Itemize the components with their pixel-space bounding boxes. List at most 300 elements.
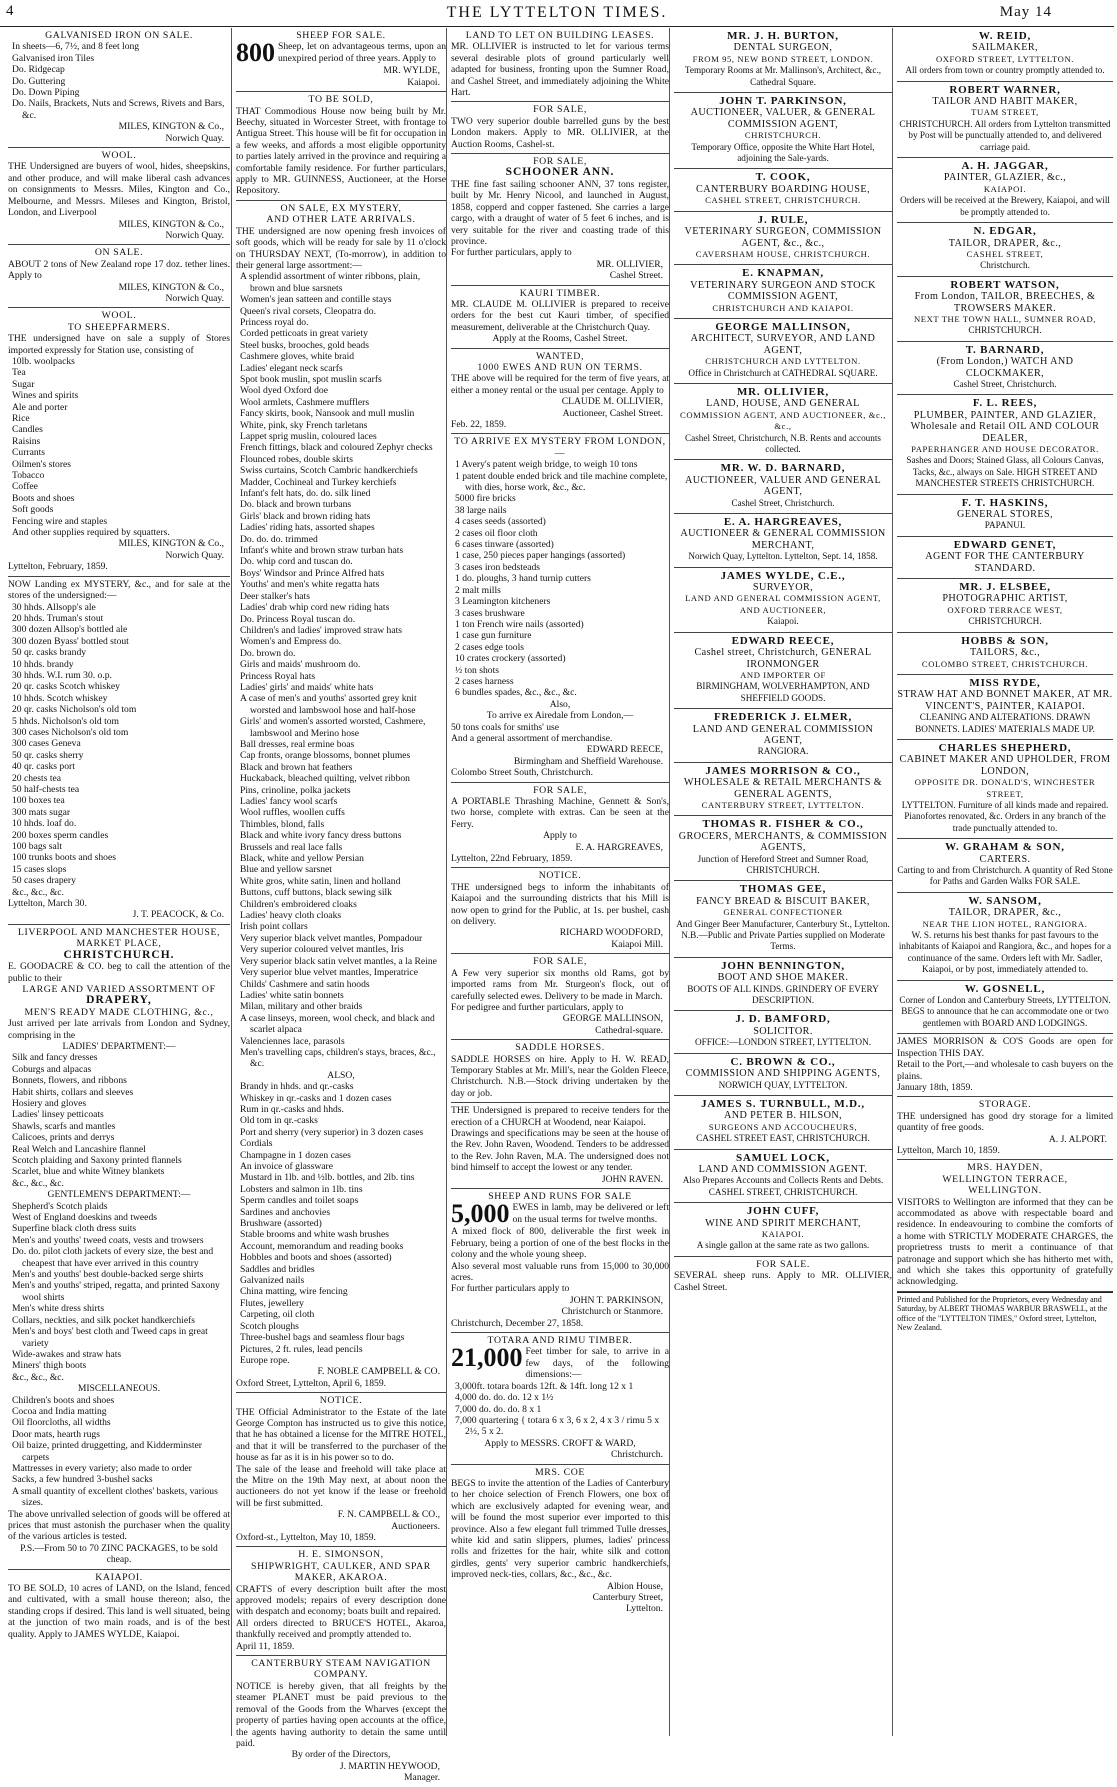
card-trade: AND PETER B. HILSON, bbox=[723, 1110, 843, 1122]
list-item: Coburgs and alpacas bbox=[12, 1063, 92, 1075]
card-name: JAMES MORRISON & CO., bbox=[705, 764, 861, 777]
business-card bbox=[897, 537, 1113, 579]
ad-date: Feb. 22, 1859. bbox=[451, 419, 507, 430]
ad-date: Lyttelton, 22nd February, 1859. bbox=[451, 853, 573, 865]
ad-thrashing-machine bbox=[451, 783, 669, 869]
card-name: E. KNAPMAN, bbox=[742, 267, 824, 280]
ad-heading: CANTERBURY STEAM NAVIGATION bbox=[251, 1658, 431, 1670]
list-item: Cocoa and India matting bbox=[12, 1405, 107, 1417]
department-heading: LADIES' DEPARTMENT:— bbox=[62, 1040, 176, 1052]
ad-land-to-let bbox=[451, 28, 669, 102]
ad-signature: MR. OLLIVIER, bbox=[596, 258, 663, 270]
ad-mystery-landing bbox=[8, 577, 230, 925]
card-detail: BIRMINGHAM, WOLVERHAMPTON, AND SHEFFIELD GOODS. bbox=[696, 681, 870, 703]
list-item: Very superior black velvet mantles, Pompadour bbox=[240, 932, 423, 944]
ad-heading: LAND TO LET ON BUILDING LEASES. bbox=[465, 30, 655, 41]
column-4 bbox=[669, 28, 896, 1736]
list-item: Pins, crinoline, polka jackets bbox=[240, 784, 351, 796]
card-detail: NORWICH QUAY, LYTTELTON. bbox=[718, 1079, 848, 1090]
list-item: Blue and yellow sarsnet bbox=[240, 864, 332, 876]
ad-heading: SHEEP FOR SALE. bbox=[296, 30, 386, 41]
ad-heading: SHEEP AND RUNS FOR SALE bbox=[488, 1191, 632, 1202]
card-trade: VETERINARY SURGEON, COMMISSION AGENT, &c., &c., bbox=[684, 226, 882, 249]
list-item: 4 cases seeds (assorted) bbox=[455, 516, 546, 528]
list-item: 30 hhds. Allsopp's ale bbox=[12, 601, 96, 613]
card-name: EDWARD REECE, bbox=[731, 634, 835, 647]
list-item: Collars, neckties, and silk pocket handkerchiefs bbox=[12, 1314, 196, 1326]
list-item: A case of men's and youths' assorted grey knit worsted and lambswool hose and half-hose bbox=[240, 693, 417, 716]
list-item: 50 qr. casks sherry bbox=[12, 749, 84, 761]
ad-text: THE undersigned begs to inform the inhabitants of Kaiapoi and the surrounding districts that his Mill is now open to grind for the Public, at 1s. per bushel, cash on delivery. bbox=[451, 881, 669, 928]
list-item: Thimbles, blond, falls bbox=[240, 818, 325, 830]
business-card bbox=[674, 816, 892, 881]
ad-date: Lyttelton, March 30. bbox=[8, 898, 87, 910]
list-item: 3 cases iron bedsteads bbox=[455, 561, 540, 573]
list-item: Madder, Cochineal and Turkey kerchiefs bbox=[240, 476, 397, 488]
business-card bbox=[674, 460, 892, 514]
list-item: 300 cases Geneva bbox=[12, 738, 81, 750]
ad-text: THE Undersigned are buyers of wool, hides, sheepskins, and other produce, and will make liberal cash advances on consignments to Messrs. Miles, Kington and Co., Melbourne, and Messrs. Mileses and Kington, Bristol, London, and Liverpool bbox=[8, 161, 230, 219]
ad-heading: ON SALE. bbox=[94, 247, 144, 259]
ad-kaiapoi-land bbox=[8, 1570, 230, 1643]
list-item: Old tom in qr.-casks bbox=[240, 1115, 318, 1127]
card-trade: AUCTIONEER, VALUER, & GENERAL COMMISSION AGENT, bbox=[690, 107, 876, 130]
list-item: 3 Leamington kitcheners bbox=[455, 596, 551, 608]
card-address: COLOMBO STREET, CHRISTCHURCH. bbox=[921, 658, 1089, 669]
list-item: Sugar bbox=[12, 378, 35, 390]
ad-text: THE above will be required for the term of five years, at either a money rental or the usual per centage. Apply to bbox=[451, 373, 669, 396]
card-address: CANTERBURY STREET, LYTTELTON. bbox=[701, 799, 865, 810]
list-item: 10lb. woolpacks bbox=[12, 355, 75, 367]
ad-subheading: WELLINGTON. bbox=[968, 1185, 1042, 1197]
list-item: Infant's white and brown straw turban hats bbox=[240, 545, 404, 557]
ad-title: Auctioneers. bbox=[391, 1520, 440, 1532]
ad-address: Norwich Quay. bbox=[165, 292, 224, 304]
ad-storage bbox=[897, 1097, 1113, 1160]
card-name: T. BARNARD, bbox=[965, 343, 1045, 356]
card-name: F. L. REES, bbox=[972, 397, 1038, 410]
list-item: Soft goods bbox=[12, 504, 54, 516]
ad-kauri-timber bbox=[451, 286, 669, 349]
list-item: 2 cases edge tools bbox=[455, 641, 525, 653]
card-detail: Orders will be received at the Brewery, Kaiapoi, and will be promptly attended to. bbox=[900, 195, 1110, 217]
ad-address: Christchurch. bbox=[611, 1449, 663, 1461]
list-item: Wool armlets, Cashmere mufflers bbox=[240, 396, 370, 408]
list-item: Boots and shoes bbox=[12, 492, 75, 504]
list-item: Milan, military and other braids bbox=[240, 1001, 363, 1013]
ad-mrs-coe bbox=[451, 1465, 669, 1618]
card-trade: GROCERS, MERCHANTS, & COMMISSION AGENTS, bbox=[678, 830, 888, 854]
list-item: Do. whip cord and tuscan do. bbox=[240, 556, 353, 568]
list-item: Irish point collars bbox=[240, 921, 308, 933]
card-trade: CANTERBURY BOARDING HOUSE, bbox=[696, 183, 870, 195]
list-item: Corded petticoats in great variety bbox=[240, 328, 368, 340]
ad-text: Drawings and specifications may be seen at the house of the Rev. John Raven, Woodend. Tenders to be addressed to the Rev. John Raven, M.A. The undersigned does not bind himself to accept the lowest or any tender. bbox=[451, 1127, 669, 1174]
card-address: OPPOSITE DR. DONALD'S, WINCHESTER STREET, bbox=[914, 777, 1096, 799]
ad-church-tender bbox=[451, 1103, 669, 1189]
ad-heading: FOR SALE, bbox=[533, 104, 587, 116]
ad-date: Oxford-st., Lyttelton, May 10, 1859. bbox=[236, 1532, 376, 1543]
card-trade: WHOLESALE & RETAIL MERCHANTS & GENERAL AGENTS, bbox=[683, 777, 883, 800]
card-trade: AUCTIONEER, VALUER AND GENERAL AGENT, bbox=[684, 474, 882, 498]
ad-address: Cathedral-square. bbox=[595, 1024, 663, 1036]
ewes-count: 5,000 bbox=[451, 1199, 510, 1229]
ad-text: Apply at the Rooms, Cashel Street. bbox=[492, 333, 628, 345]
list-item: &c., &c., &c. bbox=[12, 1177, 64, 1189]
card-trade: PLUMBER, PAINTER, AND GLAZIER, Wholesale and Retail OIL AND COLOUR DEALER, bbox=[910, 409, 1100, 444]
list-item: Sperm candles and toilet soaps bbox=[240, 1195, 359, 1207]
list-item: Brussels and real lace falls bbox=[240, 841, 343, 853]
list-item: Children's boots and shoes bbox=[12, 1394, 115, 1406]
card-trade: LAND, HOUSE, AND GENERAL bbox=[706, 398, 860, 410]
card-name: C. BROWN & CO., bbox=[730, 1055, 836, 1068]
card-name: JOHN T. PARKINSON, bbox=[719, 95, 847, 108]
card-detail: Kaiapoi. bbox=[767, 616, 799, 627]
ad-heading: TO ARRIVE EX MYSTERY FROM LONDON,— bbox=[454, 436, 666, 459]
list-item: Wool dyed Oxford doe bbox=[240, 385, 328, 397]
ad-signature: E. A. HARGREAVES, bbox=[575, 841, 663, 853]
card-name: SAMUEL LOCK, bbox=[736, 1151, 830, 1164]
list-item: Carpeting, oil cloth bbox=[240, 1309, 315, 1321]
newspaper-title: THE LYTTELTON TIMES. bbox=[446, 4, 668, 21]
list-item: Coffee bbox=[12, 481, 38, 493]
card-trade: Cashel street, Christchurch, GENERAL IRONMONGER bbox=[694, 647, 872, 670]
card-trade: GENERAL STORES, bbox=[957, 509, 1053, 521]
list-item: Do. Ridgecap bbox=[12, 64, 65, 76]
ad-subheading: SCHOONER ANN. bbox=[505, 166, 615, 179]
ad-heading: H. E. SIMONSON, bbox=[298, 1549, 384, 1561]
ad-address: Canterbury Street, bbox=[592, 1592, 663, 1603]
list-item: And other supplies required by squatters. bbox=[12, 527, 170, 539]
ad-signature: MILES, KINGTON & Co., bbox=[118, 121, 224, 133]
business-card bbox=[674, 881, 892, 957]
ad-text: Apply to MESSRS. CROFT & WARD, bbox=[484, 1437, 636, 1449]
card-address: AND IMPORTER OF bbox=[740, 669, 826, 680]
card-trade: AUCTIONEER & GENERAL COMMISSION MERCHANT, bbox=[680, 528, 886, 551]
business-card bbox=[674, 958, 892, 1012]
list-item: Do. do. do. trimmed bbox=[240, 533, 318, 545]
list-item: Spot book muslin, spot muslin scarfs bbox=[240, 373, 382, 385]
list-item: Fencing wire and staples bbox=[12, 515, 108, 527]
list-item: 300 cases Nicholson's old tom bbox=[12, 726, 129, 738]
card-trade: TAILOR AND HABIT MAKER, bbox=[932, 96, 1078, 108]
ad-subheading: MEN'S READY MADE CLOTHING, &c., bbox=[24, 1006, 214, 1018]
ad-text: CRAFTS of every description built after the most approved models; repairs of every description done with despatch and economy; boats built and repaired. bbox=[236, 1583, 446, 1618]
card-address: CAVERSHAM HOUSE, CHRISTCHURCH. bbox=[695, 248, 871, 259]
ad-address: Birmingham and Sheffield Warehouse. bbox=[513, 755, 663, 767]
ad-signature: EDWARD REECE, bbox=[586, 744, 663, 756]
ad-postscript: P.S.—From 50 to 70 ZINC PACKAGES, to be sold cheap. bbox=[20, 1542, 218, 1566]
list-item: Do. brown do. bbox=[240, 647, 296, 659]
list-item: 5 hhds. Nicholson's old tom bbox=[12, 715, 119, 727]
list-item: Lappet sprig muslin, coloured laces bbox=[240, 431, 377, 442]
list-item: Ladies' linsey petticoats bbox=[12, 1109, 104, 1121]
list-item: Men's travelling caps, children's stays, braces, &c., &c. bbox=[240, 1046, 436, 1070]
card-name: W. GRAHAM & SON, bbox=[945, 841, 1065, 854]
ad-sheep-for-sale bbox=[236, 28, 446, 92]
business-card bbox=[897, 981, 1113, 1035]
list-item: Do. Princess Royal tuscan do. bbox=[240, 613, 356, 625]
list-item: Wide-awakes and straw hats bbox=[12, 1348, 122, 1360]
ad-date: Lyttelton, February, 1859. bbox=[8, 561, 108, 573]
ad-text: E. GOODACRE & CO. beg to call the attention of the public to their bbox=[8, 961, 230, 984]
list-item: Account, memorandum and reading books bbox=[240, 1240, 404, 1252]
list-item: Fancy skirts, book, Nansook and mull muslin bbox=[240, 408, 415, 420]
ad-signature: F. NOBLE CAMPBELL & CO. bbox=[317, 1366, 440, 1378]
ad-address: Colombo Street South, Christchurch. bbox=[451, 767, 594, 779]
business-card bbox=[674, 28, 892, 93]
ad-address: Norwich Quay. bbox=[165, 229, 224, 241]
business-card bbox=[674, 1203, 892, 1257]
card-detail: Cashel Street, Christchurch. bbox=[731, 497, 835, 508]
list-item: Children's and ladies' improved straw hats bbox=[240, 624, 402, 636]
card-detail: Cashel Street, Christchurch. bbox=[953, 378, 1057, 389]
list-item: Flutes, jewellery bbox=[240, 1297, 304, 1309]
list-item: Europe rope. bbox=[240, 1354, 290, 1366]
column-2 bbox=[231, 28, 450, 1784]
ad-signature: A. J. ALPORT. bbox=[1048, 1133, 1107, 1145]
list-item: Tobacco bbox=[12, 470, 45, 482]
card-trade: PAINTER, GLAZIER, &c., bbox=[943, 172, 1067, 184]
list-item: A case linseys, moreen, wool check, and black and scarlet alpaca bbox=[240, 1012, 435, 1036]
ad-notice-mitre-hotel bbox=[236, 1393, 446, 1547]
ad-signature: JOHN RAVEN. bbox=[601, 1173, 663, 1185]
ad-liverpool-manchester-house bbox=[8, 925, 230, 1570]
list-item: 2 cases harness bbox=[455, 675, 514, 687]
card-name: MR. J. ELSBEE, bbox=[959, 581, 1051, 594]
business-cards bbox=[674, 28, 892, 1257]
list-item: West of England doeskins and tweeds bbox=[12, 1212, 157, 1224]
card-detail: Corner of London and Canterbury Streets, LYTTELTON. BEGS to announce that he can accommodate one or two gentlemen with BOARD AND LODGINGS. bbox=[899, 995, 1111, 1028]
list-item: Galvanized nails bbox=[240, 1275, 305, 1287]
card-name: F. T. HASKINS, bbox=[961, 496, 1049, 509]
ad-notice-mill bbox=[451, 868, 669, 954]
card-name: CHARLES SHEPHERD, bbox=[938, 741, 1072, 754]
list-item: Very superior blue velvet mantles, Imperatrice bbox=[240, 967, 418, 979]
ad-date: January 18th, 1859. bbox=[897, 1081, 973, 1093]
list-item: Girls and maids' mushroom do. bbox=[240, 659, 361, 671]
list-item: French fittings, black and coloured Zephyr checks bbox=[240, 442, 433, 454]
list-item: 10 hhds. brandy bbox=[12, 658, 74, 670]
ad-text: Feet timber for sale, to arrive in a few days, of the following dimensions:— bbox=[525, 1346, 669, 1381]
business-card bbox=[897, 893, 1113, 981]
card-trade: BOOT AND SHOE MAKER. bbox=[717, 972, 849, 984]
ad-text: SEVERAL sheep runs. Apply to MR. OLLIVIER, Cashel Street. bbox=[674, 1270, 892, 1293]
card-address: FROM 95, NEW BOND STREET, LONDON. bbox=[692, 53, 874, 64]
list-item: Ladies' heavy cloth cloaks bbox=[240, 910, 342, 922]
list-item: Ladies' riding hats, assorted shapes bbox=[240, 522, 375, 534]
ad-text: By order of the Directors, bbox=[291, 1749, 391, 1761]
card-address: KAIAPOI. bbox=[983, 183, 1027, 194]
card-trade: ARCHITECT, SURVEYOR, AND LAND AGENT, bbox=[690, 333, 876, 356]
list-item: Stable brooms and white wash brushes bbox=[240, 1229, 389, 1241]
card-name: W. REID, bbox=[978, 30, 1032, 42]
card-trade: COMMISSION AND SHIPPING AGENTS, bbox=[685, 1068, 881, 1080]
ad-heading: TO BE SOLD, bbox=[308, 94, 374, 106]
card-detail: Also Prepares Accounts and Collects Rents and Debts. CASHEL STREET, CHRISTCHURCH. bbox=[682, 1175, 884, 1197]
list-item: 300 dozen Byass' bottled stout bbox=[12, 635, 129, 647]
card-name: N. EDGAR, bbox=[973, 225, 1037, 238]
ad-also: Also, bbox=[549, 698, 571, 710]
card-address: SURGEONS AND ACCOUCHEURS, bbox=[708, 1121, 858, 1132]
ad-text: To arrive ex Airedale from London,— bbox=[486, 710, 634, 722]
list-item: Lobsters and salmon in 1lb. tins bbox=[240, 1183, 363, 1195]
business-card bbox=[674, 568, 892, 633]
list-item: &c., &c., &c. bbox=[12, 1371, 64, 1383]
list-item: Flounced robes, double skirts bbox=[240, 453, 353, 465]
list-item: Scarlet, blue and white Witney blankets bbox=[12, 1166, 165, 1178]
list-item: Scotch plaiding and Saxony printed flannels bbox=[12, 1155, 182, 1166]
card-name: J. D. BAMFORD, bbox=[735, 1013, 831, 1026]
list-item: Huckaback, bleached quilting, velvet ribbon bbox=[240, 773, 410, 785]
card-detail: All orders from town or country promptly attended to. bbox=[905, 65, 1105, 76]
ad-date: April 11, 1859. bbox=[236, 1640, 295, 1652]
card-name: MR. J. H. BURTON, bbox=[727, 30, 839, 42]
list-item: Princess Royal hats bbox=[240, 670, 316, 682]
ad-sheepfarmers bbox=[8, 308, 230, 576]
list-item: In sheets—6, 7½, and 8 feet long bbox=[12, 41, 140, 53]
card-detail: Christchurch. bbox=[980, 260, 1030, 271]
list-item: Champagne in 1 dozen cases bbox=[240, 1149, 351, 1161]
business-card bbox=[674, 633, 892, 709]
ad-text: ABOUT 2 tons of New Zealand rope 17 doz. tether lines. Apply to bbox=[8, 258, 230, 282]
business-card bbox=[674, 1011, 892, 1053]
list-item: Scotch ploughs bbox=[240, 1320, 299, 1332]
ad-subheading: TO SHEEPFARMERS. bbox=[67, 321, 171, 333]
ad-subheading: DRAPERY, bbox=[86, 994, 152, 1007]
list-item: Currants bbox=[12, 447, 46, 459]
card-address: PAPERHANGER AND HOUSE DECORATOR. bbox=[911, 444, 1099, 454]
card-detail: W. S. returns his best thanks for past favours to the inhabitants of Kaiapoi and Rangiora, &c., and hopes for a continuance of the same. Orders left with Mr. Sadler, Kaiapoi, or by post, immediately attended to. bbox=[898, 930, 1112, 975]
ad-text: NOW Landing ex MYSTERY, &c., and for sale at the stores of the undersigned:— bbox=[8, 578, 230, 602]
ad-house-to-be-sold bbox=[236, 92, 446, 201]
card-trade: TAILOR, DRAPER, &c., bbox=[948, 907, 1062, 919]
ad-heading: KAURI TIMBER. bbox=[519, 287, 601, 299]
list-item: Men's and youths' tweed coats, vests and trowsers bbox=[12, 1234, 204, 1246]
card-address: KAIAPOI. bbox=[761, 1228, 805, 1239]
list-item: Silk and fancy dresses bbox=[12, 1052, 98, 1064]
card-name: MR. W. D. BARNARD, bbox=[720, 462, 846, 475]
list-item: Do. Guttering bbox=[12, 75, 66, 87]
list-item: Cap fronts, orange blossoms, bonnet plumes bbox=[240, 750, 411, 762]
list-item: Three-bushel bags and seamless flour bags bbox=[240, 1332, 405, 1344]
list-item: Buttons, cuff buttons, black sewing silk bbox=[240, 887, 392, 899]
list-item: 300 mats sugar bbox=[12, 806, 71, 818]
ad-morrison-goods bbox=[897, 1034, 1113, 1097]
card-detail: Norwich Quay, Lyttelton. Lyttelton, Sept. 14, 1858. bbox=[688, 551, 878, 562]
card-name: FREDERICK J. ELMER, bbox=[713, 711, 853, 724]
card-detail: Temporary Rooms at Mr. Mallinson's, Architect, &c., Cathedral Square. bbox=[684, 65, 882, 87]
item-list bbox=[236, 271, 446, 1069]
ad-on-sale-ex-mystery bbox=[236, 201, 446, 1393]
ad-subheading: COMPANY. bbox=[313, 1669, 369, 1681]
list-item: Ale and porter bbox=[12, 401, 68, 413]
ad-mrs-hayden bbox=[897, 1160, 1113, 1291]
list-item: 40 qr. casks port bbox=[12, 761, 75, 773]
list-item: Valenciennes lace, parasols bbox=[240, 1035, 345, 1047]
ad-text: THE undersigned are now opening fresh invoices of soft goods, which will be ready for sale by 11 o'clock on THURSDAY NEXT, (To-morrow), in addition to their general large assortment:— bbox=[236, 225, 446, 271]
ad-canterbury-steam bbox=[236, 1656, 446, 1786]
card-detail: CHRISTCHURCH. bbox=[968, 616, 1042, 627]
card-name: JAMES WYLDE, C.E., bbox=[720, 569, 846, 582]
ad-text: MR. CLAUDE M. OLLIVIER is prepared to receive orders for the best cut Kauri timber, of specified measurement, deliverable at the Christchurch Quay. bbox=[451, 298, 669, 333]
ad-signature: CLAUDE M. OLLIVIER, bbox=[561, 396, 663, 408]
card-address: CASHEL STREET, CHRISTCHURCH. bbox=[705, 195, 861, 206]
card-trade: LAND AND GENERAL COMMISSION AGENT, bbox=[692, 723, 874, 746]
list-item: White gros, white satin, linen and holland bbox=[240, 875, 401, 887]
ad-text: NOTICE is hereby given, that all freights by the steamer PLANET must be paid previous to the removal of the Goods from the Wharves (except the property of parties having open accounts at the office, the agents having authority to detain the same until paid. bbox=[236, 1680, 446, 1749]
business-card bbox=[674, 169, 892, 211]
business-card bbox=[674, 212, 892, 266]
business-card bbox=[674, 319, 892, 384]
list-item: Port and sherry (very superior) in 3 dozen cases bbox=[240, 1126, 424, 1138]
business-card bbox=[897, 158, 1113, 223]
list-item: 100 trunks boots and shoes bbox=[12, 852, 116, 864]
business-card bbox=[674, 763, 892, 817]
ad-signature: GEORGE MALLINSON, bbox=[562, 1013, 663, 1025]
ad-date: Lyttelton, March 10, 1859. bbox=[897, 1144, 1000, 1156]
business-card bbox=[897, 28, 1113, 82]
business-card bbox=[897, 495, 1113, 537]
list-item: Habit shirts, collars and sleeves bbox=[12, 1086, 134, 1098]
business-card bbox=[897, 675, 1113, 740]
list-item: 50 qr. casks brandy bbox=[12, 647, 87, 659]
ad-signature: RICHARD WOODFORD, bbox=[559, 927, 663, 939]
list-item: 100 bags salt bbox=[12, 841, 63, 853]
list-item: 1 patent double ended brick and tile machine complete, with dies, horse work, &c., &c. bbox=[455, 470, 668, 494]
ad-heading: KAIAPOI. bbox=[95, 1571, 143, 1583]
ad-subheading: LARGE AND VARIED ASSORTMENT OF bbox=[22, 983, 216, 995]
card-trade: DENTAL SURGEON, bbox=[733, 42, 833, 54]
card-detail: A single gallon at the same rate as two gallons. bbox=[696, 1240, 870, 1251]
list-item: Men's and boys' best cloth and Tweed caps in great variety bbox=[12, 1326, 208, 1349]
card-name: J. RULE, bbox=[757, 213, 809, 226]
list-item: 20 qr. casks Scotch whiskey bbox=[12, 681, 120, 693]
ad-heading: WOOL. bbox=[101, 150, 137, 162]
issue-date: May 14 bbox=[999, 4, 1052, 20]
ad-text: THE Undersigned is prepared to receive tenders for the erection of a CHURCH at Woodend, near Kaiapoi. bbox=[451, 1105, 669, 1128]
list-item: Bonnets, flowers, and ribbons bbox=[12, 1075, 127, 1087]
ad-text: A mixed flock of 800, deliverable the first week in February, being a portion of one of the best flocks in the colony and the whole young sheep. bbox=[451, 1226, 669, 1261]
card-trade: (From London,) WATCH AND CLOCKMAKER, bbox=[936, 356, 1074, 379]
ad-text: For further particulars apply to bbox=[451, 1283, 570, 1295]
ad-address: Auctioneer, Cashel Street. bbox=[562, 407, 663, 419]
list-item: Rice bbox=[12, 413, 30, 424]
list-item: Candles bbox=[12, 424, 43, 436]
card-trade: WINE AND SPIRIT MERCHANT, bbox=[705, 1217, 861, 1229]
ad-heading: SADDLE HORSES. bbox=[515, 1042, 605, 1054]
ad-subheading: MARKET PLACE, bbox=[76, 938, 162, 950]
list-item: 5000 fire bricks bbox=[455, 493, 516, 505]
item-list bbox=[8, 602, 230, 899]
masthead bbox=[0, 0, 1114, 27]
list-item: Mattresses in every variety; also made to order bbox=[12, 1462, 192, 1474]
list-item: ½ ton shots bbox=[455, 664, 499, 676]
ad-sheep-and-runs bbox=[451, 1189, 669, 1333]
ad-text: All orders directed to BRUCE'S HOTEL, Akaroa, thankfully received and promptly attended to. bbox=[236, 1617, 446, 1641]
ad-heading: WANTED, bbox=[535, 350, 584, 362]
card-name: THOMAS GEE, bbox=[739, 883, 827, 896]
timber-row: 7,000 do. do. do. 8 x 1 bbox=[455, 1403, 542, 1415]
ad-heading: FOR SALE, bbox=[533, 784, 587, 796]
business-card bbox=[897, 277, 1113, 342]
ad-also: ALSO, bbox=[327, 1069, 355, 1081]
list-item: 15 cases slops bbox=[12, 863, 67, 875]
ad-text: The sale of the lease and freehold will take place at the Mitre on the 19th May next, at about noon the auctioneers do not yet know if the lease or freehold will be first submitted. bbox=[236, 1463, 446, 1509]
card-detail: Office in Christchurch at CATHEDRAL SQUARE. bbox=[688, 367, 878, 378]
list-item: &c., &c., &c. bbox=[12, 886, 64, 898]
list-item: Men's and youths' striped, regatta, and printed Saxony wool shirts bbox=[12, 1280, 220, 1303]
